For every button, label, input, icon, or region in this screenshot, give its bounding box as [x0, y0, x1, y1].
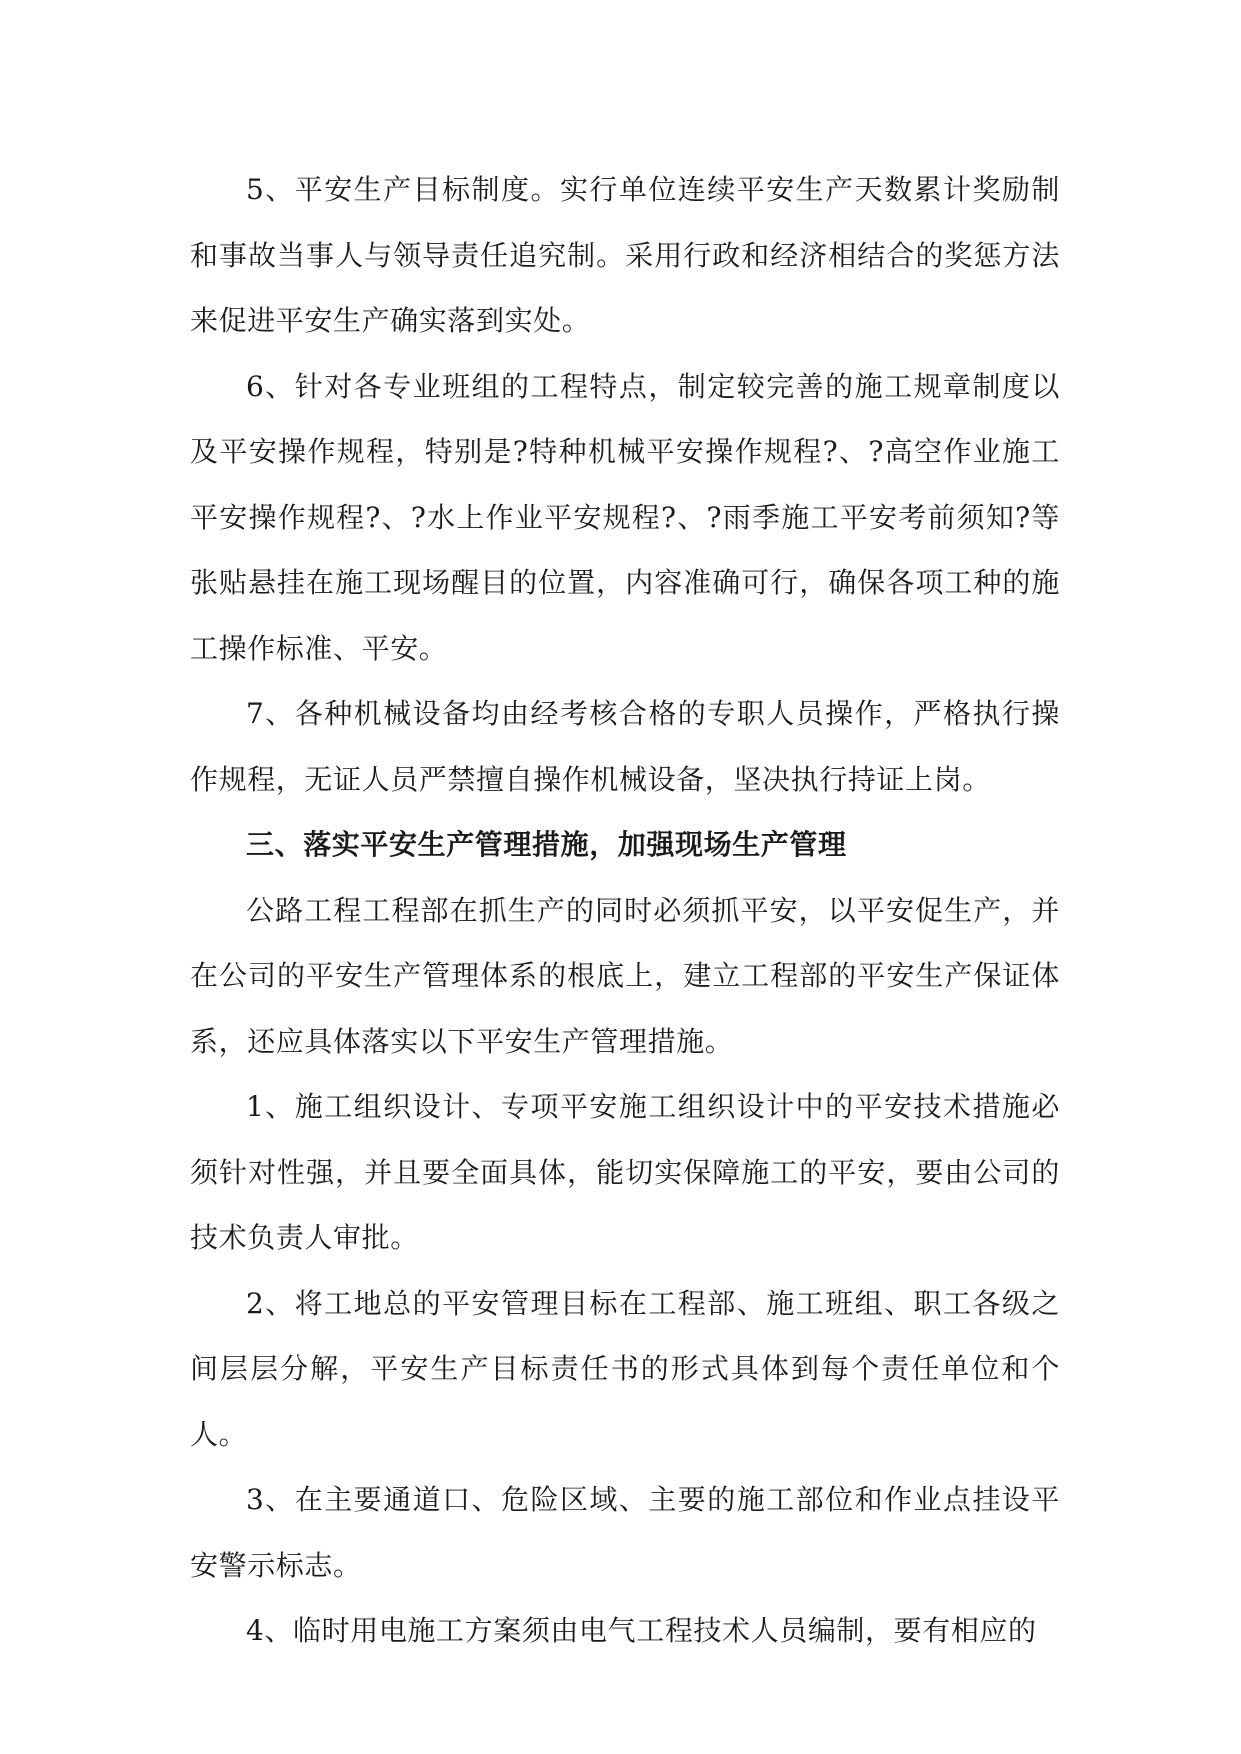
section-intro: 公路工程工程部在抓生产的同时必须抓平安，以平安促生产，并在公司的平安生产管理体系的根底上，建立工程部的平安生产保证体系，还应具体落实以下平安生产管理措施。 — [190, 893, 1060, 1058]
section-heading: 三、落实平安生产管理措施，加强现场生产管理 — [246, 828, 847, 861]
measure-3: 3、在主要通道口、危险区域、主要的施工部位和作业点挂设平安警示标志。 — [190, 1483, 1060, 1582]
paragraph-6: 6、针对各专业班组的工程特点，制定较完善的施工规章制度以及平安操作规程，特别是?特种机械平安操作规程?、?高空作业施工平安操作规程?、?水上作业平安规程?、?雨季施工平安考前须知?等张贴悬挂在施工现场醒目的位置，内容准确可行，确保各项工种的施工操作标准、平安。 — [190, 369, 1060, 665]
measure-1: 1、施工组织设计、专项平安施工组织设计中的平安技术措施必须针对性强，并且要全面具体，能切实保障施工的平安，要由公司的技术负责人审批。 — [190, 1090, 1060, 1254]
measure-4: 4、临时用电施工方案须由电气工程技术人员编制，要有相应的 — [246, 1614, 1037, 1647]
paragraph-7: 7、各种机械设备均由经考核合格的专职人员操作，严格执行操作规程，无证人员严禁擅自操作机械设备，坚决执行持证上岗。 — [190, 697, 1060, 796]
measure-2: 2、将工地总的平安管理目标在工程部、施工班组、职工各级之间层层分解，平安生产目标责任书的形式具体到每个责任单位和个人。 — [190, 1286, 1060, 1451]
paragraph-5: 5、平安生产目标制度。实行单位连续平安生产天数累计奖励制和事故当事人与领导责任追究制。采用行政和经济相结合的奖惩方法来促进平安生产确实落到实处。 — [190, 173, 1060, 337]
document-page — [190, 157, 1060, 1664]
